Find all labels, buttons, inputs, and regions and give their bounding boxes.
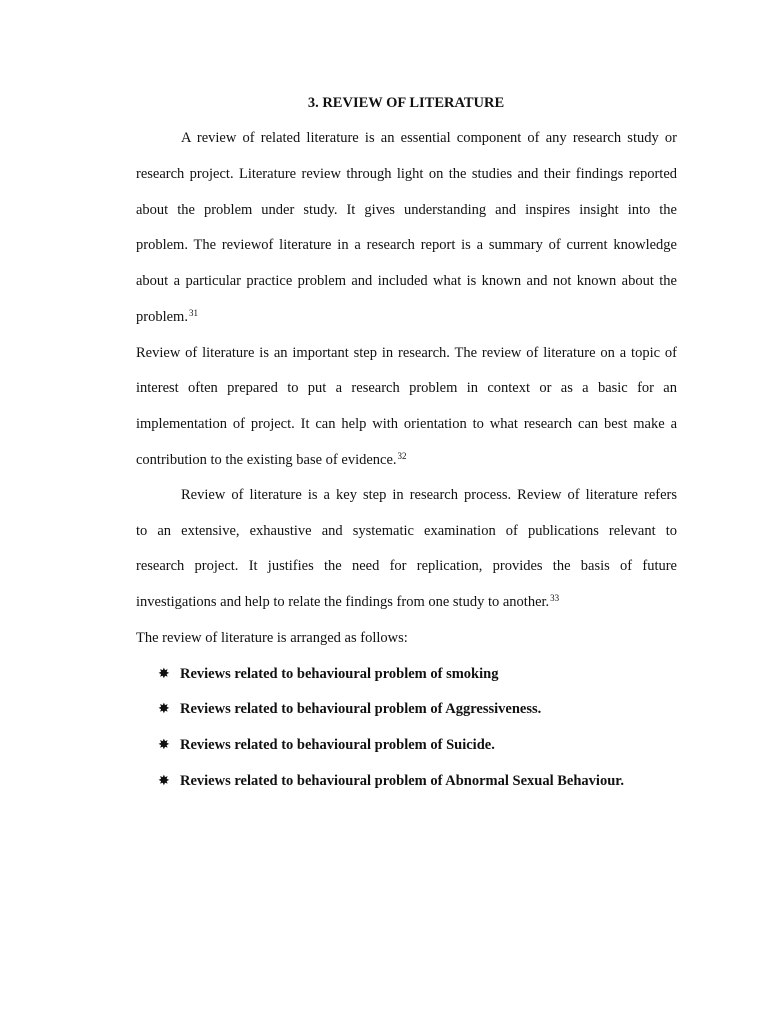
paragraph-3-line-3: research project. It justifies the need for replication, provides the basis of future — [136, 558, 677, 574]
list-intro: The review of literature is arranged as follows: — [136, 630, 408, 646]
bullet-text: Reviews related to behavioural problem of Abnormal Sexual Behaviour. — [180, 773, 625, 789]
paragraph-1-line-6-text: problem. — [136, 309, 188, 325]
bullet-item-suicide — [158, 735, 495, 755]
paragraph-2-line-3: implementation of project. It can help with orientation to what research can best make a — [136, 416, 677, 432]
asterisk-bullet-icon: ✸ — [158, 701, 170, 717]
paragraph-2-line-2: interest often prepared to put a research problem in context or as a basic for an — [136, 380, 677, 396]
paragraph-3-line-4 — [136, 592, 677, 612]
paragraph-2-line-4 — [136, 450, 677, 470]
bullet-item-aggressiveness — [158, 699, 541, 719]
citation-32: 32 — [397, 451, 407, 461]
paragraph-3-line-1: Review of literature is a key step in research process. Review of literature refers — [181, 487, 677, 503]
paragraph-1-line-5: about a particular practice problem and included what is known and not known about the — [136, 273, 677, 289]
paragraph-1-line-6 — [136, 307, 677, 327]
paragraph-3-line-4-text: investigations and help to relate the findings from one study to another. — [136, 594, 550, 610]
paragraph-1-line-1: A review of related literature is an essential component of any research study or — [181, 130, 677, 146]
bullet-text: Reviews related to behavioural problem of Suicide. — [180, 737, 495, 753]
asterisk-bullet-icon: ✸ — [158, 666, 170, 682]
paragraph-2-line-4-text: contribution to the existing base of evidence. — [136, 452, 397, 468]
page-title: 3. REVIEW OF LITERATURE — [307, 95, 505, 111]
bullet-text: Reviews related to behavioural problem of smoking — [180, 666, 499, 682]
bullet-item-abnormal-sexual-behaviour — [158, 771, 624, 791]
bullet-item-smoking — [158, 664, 498, 684]
asterisk-bullet-icon: ✸ — [158, 773, 170, 789]
paragraph-1-line-3: about the problem under study. It gives understanding and inspires insight into the — [136, 202, 677, 218]
bullet-text: Reviews related to behavioural problem of Aggressiveness. — [180, 701, 542, 717]
citation-31: 31 — [188, 308, 198, 318]
paragraph-3-line-2: to an extensive, exhaustive and systematic examination of publications relevant to — [136, 523, 677, 539]
paragraph-1-line-4: problem. The reviewof literature in a research report is a summary of current knowledge — [136, 237, 677, 253]
paragraph-2-line-1: Review of literature is an important step in research. The review of literature on a topic of — [136, 345, 677, 361]
citation-33: 33 — [550, 593, 560, 603]
paragraph-1-line-2: research project. Literature review through light on the studies and their findings reported — [136, 166, 677, 182]
asterisk-bullet-icon: ✸ — [158, 737, 170, 753]
